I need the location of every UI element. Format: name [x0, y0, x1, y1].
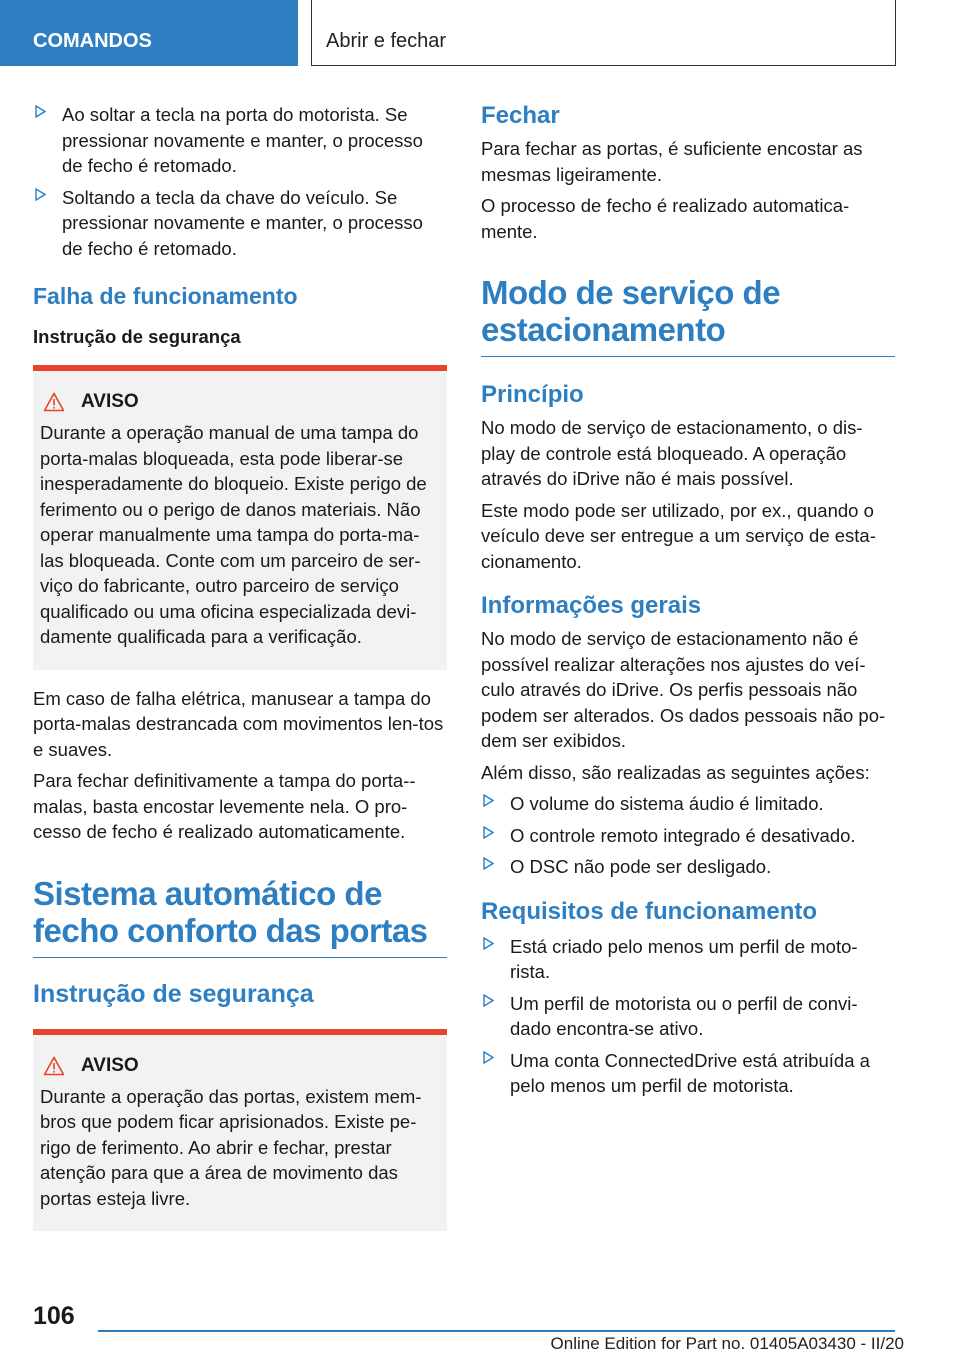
warning-title: AVISO — [40, 391, 439, 413]
paragraph: No modo de serviço de estacionamento, o dis-play de controle está bloqueado. A operação através do iDrive não é mais possível. — [481, 417, 863, 489]
edition-note: Online Edition for Part no. 01405A03430 - II/20 — [550, 1334, 904, 1353]
requirements-heading: Requisitos de funcionamento — [481, 897, 818, 925]
list-item: Uma conta ConnectedDrive está atribuída a pelo menos um perfil de motorista. — [481, 1048, 895, 1099]
triangle-bullet-icon — [35, 188, 46, 201]
warning-triangle-icon — [43, 1056, 65, 1076]
release-bullets — [33, 102, 447, 261]
triangle-bullet-icon — [483, 826, 494, 839]
list-item: O DSC não pode ser desligado. — [481, 854, 895, 880]
page-number: 106 — [33, 1302, 75, 1330]
paragraph: No modo de serviço de estacionamento não é possível realizar alterações nos ajustes do veí-culo através do iDrive. Os perfis pessoais não podem ser alterados. Os dados pessoais não po-dem ser exibidos. — [481, 628, 886, 751]
triangle-bullet-icon — [483, 794, 494, 807]
close-heading: Fechar — [481, 102, 560, 129]
paragraph: Além disso, são realizadas as seguintes ações: — [481, 761, 870, 783]
warning-triangle-icon — [43, 392, 65, 412]
list-item: Está criado pelo menos um perfil de moto-rista. — [481, 934, 895, 985]
left-column — [33, 102, 447, 1247]
paragraph: Este modo pode ser utilizado, por ex., quando o veículo deve ser entregue a um serviço de esta-cionamento. — [481, 499, 876, 572]
list-item: O controle remoto integrado é desativado. — [481, 823, 895, 849]
chapter-title: Abrir e fechar — [311, 0, 896, 66]
paragraph: O processo de fecho é realizado automatica-mente. — [481, 195, 850, 242]
warning-box — [33, 1029, 447, 1232]
list-item: Um perfil de motorista ou o perfil de convi-dado encontra-se ativo. — [481, 991, 895, 1042]
footer-divider — [98, 1330, 895, 1332]
triangle-bullet-icon — [483, 1051, 494, 1064]
warning-box — [33, 365, 447, 670]
triangle-bullet-icon — [483, 994, 494, 1007]
section-tab: COMANDOS — [0, 0, 298, 66]
paragraph: Para fechar as portas, é suficiente encostar as mesmas ligeiramente. — [481, 138, 863, 185]
right-column — [481, 102, 895, 1105]
warning-text: Durante a operação manual de uma tampa do porta-malas bloqueada, esta pode liberar-se inesperadamente do bloqueio. Existe perigo de ferimento ou o perigo de danos materiais. Não operar manualmente uma tampa do porta-ma-las bloqueada. Conte com um parceiro de ser-viço do fabricante, outro parceiro de serviço qualificado ou uma oficina especializada devi-damente qualificada para a verificação. — [40, 422, 427, 647]
list-item: Ao soltar a tecla na porta do motorista. Se pressionar novamente e manter, o processo de fecho é retomado. — [33, 102, 447, 179]
service-heading: Modo de serviço de estacionamento — [481, 274, 895, 357]
list-item: Soltando a tecla da chave do veículo. Se pressionar novamente e manter, o processo de fecho é retomado. — [33, 185, 447, 262]
general-heading: Informações gerais — [481, 592, 702, 619]
paragraph: Em caso de falha elétrica, manusear a tampa do porta-malas destrancada com movimentos len-tos e suaves. — [33, 687, 444, 760]
triangle-bullet-icon — [35, 105, 46, 118]
malfunction-heading: Falha de funcionamento — [33, 283, 298, 309]
principle-heading: Princípio — [481, 381, 584, 408]
triangle-bullet-icon — [483, 937, 494, 950]
page-header — [0, 0, 960, 66]
paragraph: Para fechar definitivamente a tampa do porta--malas, basta encostar levemente nela. O pro-cesso de fecho é realizado automaticamente. — [33, 770, 416, 842]
warning-title: AVISO — [40, 1055, 439, 1077]
system-heading: Sistema automático de fecho conforto das portas — [33, 875, 447, 958]
warning-text: Durante a operação das portas, existem mem-bros que podem ficar aprisionados. Existe pe-rigo de ferimento. Ao abrir e fechar, prestar atenção para que a área de movimento das portas esteja livre. — [40, 1085, 422, 1209]
requirements-bullets — [481, 934, 895, 1099]
general-bullets — [481, 791, 895, 880]
safety-heading: Instrução de segurança — [33, 326, 241, 347]
list-item: O volume do sistema áudio é limitado. — [481, 791, 895, 817]
triangle-bullet-icon — [483, 857, 494, 870]
safety-heading-2: Instrução de segurança — [33, 979, 314, 1008]
